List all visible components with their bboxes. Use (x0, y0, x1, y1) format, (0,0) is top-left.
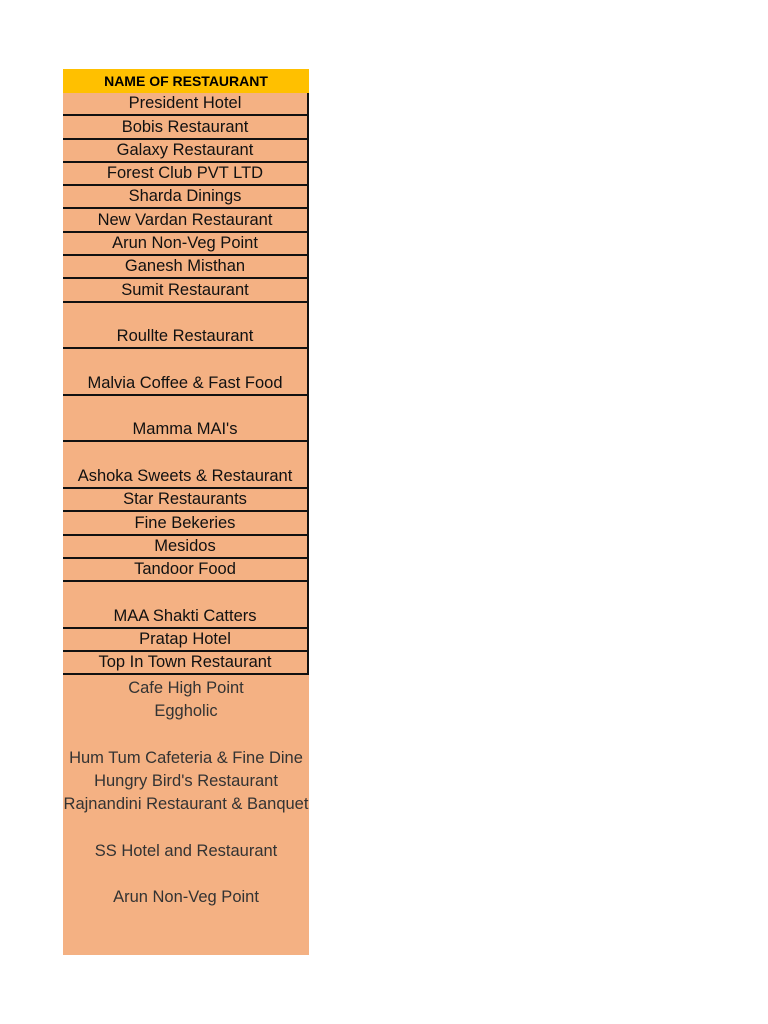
table-row[interactable] (63, 116, 309, 139)
restaurant-name: Sharda Dinings (128, 187, 242, 206)
table-row[interactable] (63, 140, 309, 163)
table-body (63, 93, 309, 955)
restaurant-name: Rajnandini Restaurant & Banquet (63, 795, 309, 814)
table-row[interactable] (63, 512, 309, 535)
restaurant-name: Malvia Coffee & Fast Food (87, 373, 283, 392)
table-row[interactable] (63, 792, 309, 815)
restaurant-name: Tandoor Food (134, 560, 236, 579)
table-row[interactable] (63, 908, 309, 955)
table-row[interactable] (63, 815, 309, 862)
restaurant-name: Ashoka Sweets & Restaurant (77, 467, 293, 486)
table-row[interactable] (63, 862, 309, 909)
table-row[interactable] (63, 256, 309, 279)
table-row[interactable] (63, 233, 309, 256)
restaurant-name: MAA Shakti Catters (113, 606, 257, 625)
table-row[interactable] (63, 93, 309, 116)
table-row[interactable] (63, 675, 309, 698)
table-row[interactable] (63, 489, 309, 512)
restaurant-name: Sumit Restaurant (121, 280, 249, 299)
table-row[interactable] (63, 279, 309, 302)
restaurant-name: Hungry Bird's Restaurant (94, 771, 278, 790)
restaurant-name: Star Restaurants (123, 490, 247, 509)
table-row[interactable] (63, 209, 309, 232)
table-row[interactable] (63, 349, 309, 396)
table-row[interactable] (63, 559, 309, 582)
restaurant-name: Cafe High Point (128, 678, 244, 697)
table-row[interactable] (63, 536, 309, 559)
restaurant-name: Mesidos (154, 536, 216, 555)
restaurant-name: Eggholic (154, 702, 218, 721)
restaurant-name: Arun Non-Veg Point (112, 234, 258, 253)
restaurant-name: Mamma MAI's (132, 420, 238, 439)
table-row[interactable] (63, 582, 309, 629)
table-row[interactable] (63, 699, 309, 722)
table-row[interactable] (63, 629, 309, 652)
table-row[interactable] (63, 769, 309, 792)
restaurant-name: New Vardan Restaurant (97, 210, 273, 229)
restaurant-name: Fine Bekeries (134, 513, 236, 532)
table-row[interactable] (63, 652, 309, 675)
column-header[interactable]: NAME OF RESTAURANT (63, 69, 309, 93)
table-row[interactable] (63, 163, 309, 186)
restaurant-name: Arun Non-Veg Point (113, 888, 259, 907)
table-row[interactable] (63, 442, 309, 489)
restaurant-name: Roullte Restaurant (116, 327, 254, 346)
restaurant-name: Ganesh Misthan (124, 257, 246, 276)
restaurant-name: Forest Club PVT LTD (106, 164, 264, 183)
restaurant-name: SS Hotel and Restaurant (94, 841, 278, 860)
restaurant-name: Top In Town Restaurant (98, 653, 272, 672)
restaurant-name: Galaxy Restaurant (116, 140, 254, 159)
table-row[interactable] (63, 186, 309, 209)
restaurant-name: Hum Tum Cafeteria & Fine Dine (69, 748, 303, 767)
restaurant-table (63, 69, 309, 955)
restaurant-name: President Hotel (128, 94, 242, 113)
table-row[interactable] (63, 396, 309, 443)
restaurant-name: Pratap Hotel (139, 630, 231, 649)
table-row[interactable] (63, 303, 309, 350)
table-row[interactable] (63, 722, 309, 769)
restaurant-name: Bobis Restaurant (121, 117, 249, 136)
